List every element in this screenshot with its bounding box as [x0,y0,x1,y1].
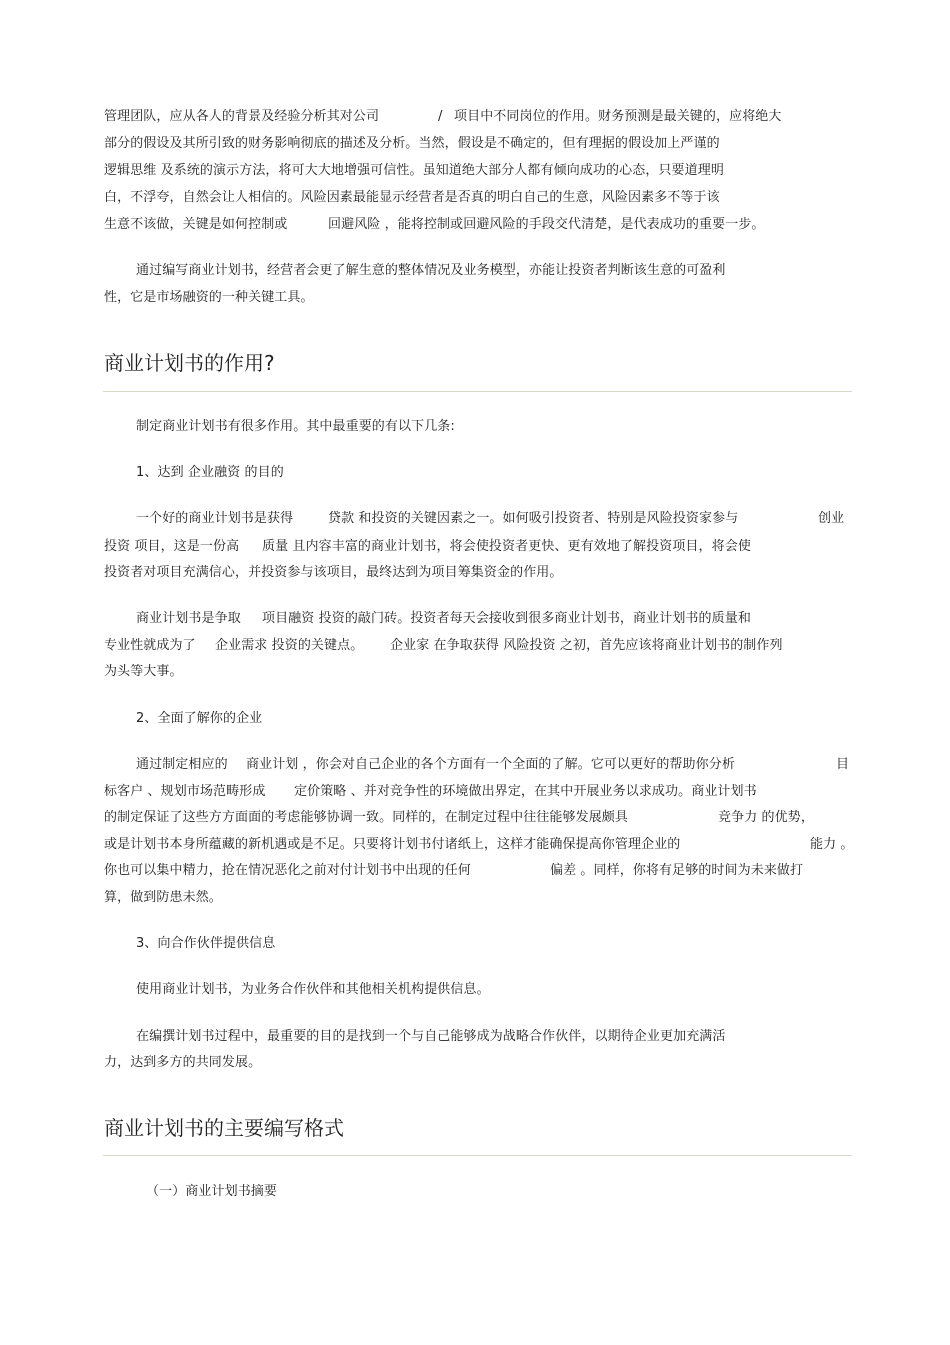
text-line: 为头等大事。 [104,664,183,679]
text-line: 商业计划 ，你会对自己企业的各个方面有一个全面的了解。它可以更好的帮助你分析 [246,757,735,772]
text-line: 生意不该做，关键是如何控制或 [104,217,288,232]
text-line: 项目融资 投资的敲门砖。投资者每天会接收到很多商业计划书，商业计划书的质量和 [262,611,751,626]
text-line: 算，做到防患未然。 [104,890,222,905]
text-line: 通过制定相应的 [136,757,228,772]
subsection-summary: （一）商业计划书摘要 [146,1184,278,1199]
text-line: 部分的假设及其所引致的财务影响彻底的描述及分析。当然，假设是不确定的，但有理据的假设加上严谨的 [104,136,720,151]
text-line: 能力 。 [810,837,854,852]
section-heading-role: 商业计划书的作用? [104,351,275,375]
text-line: 逻辑思维 及系统的演示方法，将可大大地增强可信性。虽知道绝大部分人都有倾向成功的心态，只要道理明 [104,163,724,178]
text-line: 一个好的商业计划书是获得 [136,511,294,526]
text-line: 在编撰计划书过程中，最重要的目的是找到一个与自己能够成为战略合作伙伴，以期待企业更加充满活 [136,1029,726,1044]
text-line: 的制定保证了这些方方面面的考虑能够协调一致。同样的，在制定过程中往往能够发展颇具 [104,810,629,825]
text-line: 项目中不同岗位的作用。财务预测是最关键的，应将绝大 [454,109,782,124]
item-title-financing: 1、达到 企业融资 的目的 [136,465,284,480]
text-line: 投资者对项目充满信心，并投资参与该项目，最终达到为项目筹集资金的作用。 [104,565,563,580]
item-title-partners: 3、向合作伙伴提供信息 [136,936,276,951]
text-line: 偏差 。同样，你将有足够的时间为未来做打 [550,863,804,878]
text-line: 你也可以集中精力，抢在情况恶化之前对付计划书中出现的任何 [104,863,471,878]
text-line: 力，达到多方的共同发展。 [104,1055,262,1070]
text-line: 定价策略 、并对竞争性的环境做出界定，在其中开展业务以求成功。商业计划书 [294,784,757,799]
text-line: 回避风险 ，能将控制或回避风险的手段交代清楚，是代表成功的重要一步。 [328,217,765,232]
text-line: 目 [836,757,850,772]
item3-paragraph-1: 使用商业计划书，为业务合作伙伴和其他相关机构提供信息。 [136,982,490,997]
text-line: 性，它是市场融资的一种关键工具。 [104,290,314,305]
text-line: 标客户 、规划市场范畴形成 [104,784,266,799]
text-line: 企业家 在争取获得 风险投资 之初，首先应该将商业计划书的制作列 [390,638,783,653]
text-line: 通过编写商业计划书，经营者会更了解生意的整体情况及业务模型，亦能让投资者判断该生意的可盈利 [136,263,726,278]
section-lead: 制定商业计划书有很多作用。其中最重要的有以下几条: [136,419,455,434]
text-line: 贷款 和投资的关键因素之一。如何吸引投资者、特别是风险投资家参与 [328,511,739,526]
item-title-understand: 2、全面了解你的企业 [136,711,263,726]
text-line: 或是计划书本身所蕴藏的新机遇或是不足。只要将计划书付诸纸上，这样才能确保提高你管理企业的 [104,837,681,852]
text-line: 企业需求 投资的关键点。 [215,638,364,653]
section-heading-format: 商业计划书的主要编写格式 [104,1116,344,1140]
text-line: 投资 项目，这是一份高 [104,539,240,554]
text-line: / [438,109,443,124]
text-line: 商业计划书是争取 [136,611,241,626]
section-divider [103,1155,852,1156]
text-line: 专业性就成为了 [104,638,196,653]
text-line: 创业 [818,511,845,526]
text-line: 质量 且内容丰富的商业计划书，将会使投资者更快、更有效地了解投资项目，将会使 [262,539,751,554]
text-line: 管理团队，应从各人的背景及经验分析其对公司 [104,109,380,124]
text-line: 竞争力 的优势， [718,810,814,825]
text-line: 白，不浮夸，自然会让人相信的。风险因素最能显示经营者是否真的明白自己的生意，风险因素多不等于该 [104,190,720,205]
section-divider [103,391,852,392]
